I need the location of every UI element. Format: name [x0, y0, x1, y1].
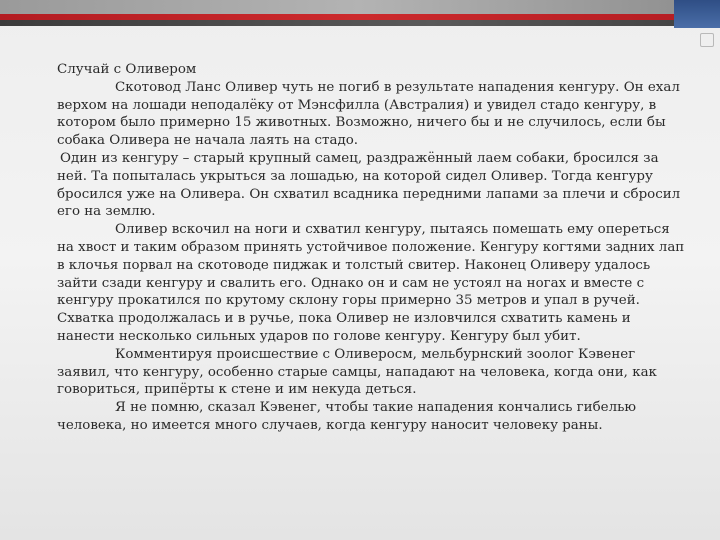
text-body — [57, 61, 689, 435]
paragraph-4: Комментируя происшествие с Оливеросм, мельбурнский зоолог Кэвенег заявил, что кенгуру, особенно старые самцы, нападают на человека, когда они, как говориться, припёрты к стене и им некуда деться. — [57, 346, 657, 398]
corner-square-decoration — [700, 33, 714, 47]
header-banner-gray — [0, 0, 720, 14]
corner-blue-decoration — [674, 0, 720, 28]
paragraph-2: Один из кенгуру – старый крупный самец, раздражённый лаем собаки, бросился за ней. Та попыталась укрыться за лошадью, на которой сидел Оливер. Тогда кенгуру бросился уже на Оливера. Он схватил всадника передними лапами за плечи и сбросил его на землю. — [57, 150, 681, 220]
document-title: Случай с Оливером — [57, 62, 197, 77]
paragraph-3: Оливер вскочил на ноги и схватил кенгуру, пытаясь помешать ему опереться на хвост и таким образом принять устойчивое положение. Кенгуру когтями задних лап в клочья порвал на скотоводе пиджак и толстый свитер. Наконец Оливеру удалось зайти сзади кенгуру и свалить его. Однако он и сам не устоял на ногах и вместе с кенгуру прокатился по крутому склону горы примерно 35 метров и упал в ручей. Схватка продолжалась и в ручье, пока Оливер не изловчился схватить камень и нанести несколько сильных ударов по голове кенгуру. Кенгуру был убит. — [57, 222, 685, 344]
paragraph-5: Я не помню, сказал Кэвенег, чтобы такие нападения кончались гибелью человека, но имеется много случаев, когда кенгуру наносит человеку раны. — [57, 400, 637, 433]
paragraph-1: Скотовод Ланс Оливер чуть не погиб в результате нападения кенгуру. Он ехал верхом на лошади неподалёку от Мэнсфилла (Австралия) и увидел стадо кенгуру, в котором было примерно 15 животных. Возможно, ничего бы и не случилось, если бы собака Оливера не начала лаять на стадо. — [57, 79, 680, 149]
header-banner-dark-stripe — [0, 20, 720, 26]
